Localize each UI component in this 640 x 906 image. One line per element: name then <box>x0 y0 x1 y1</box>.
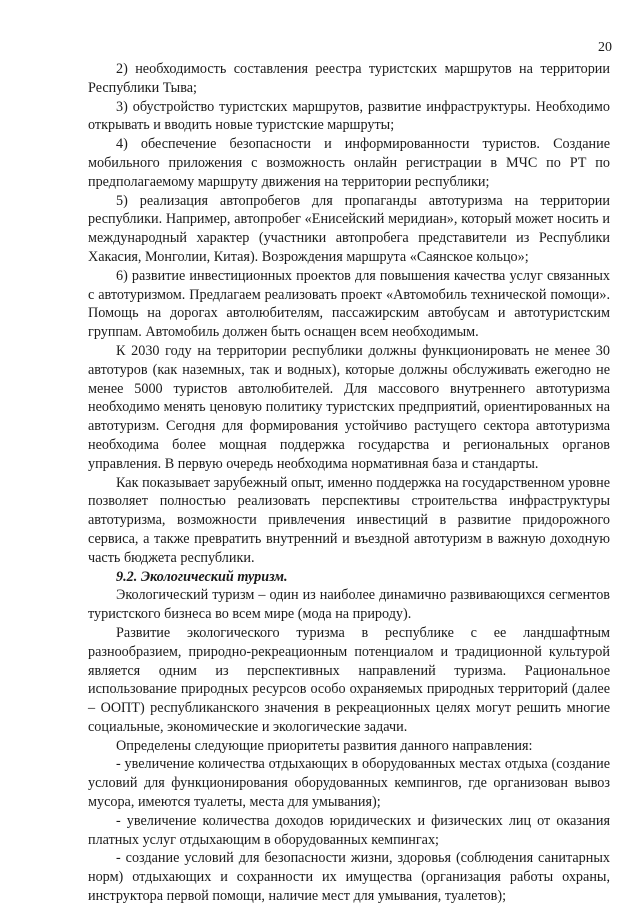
page-body <box>88 60 610 906</box>
paragraph-2030-goals: К 2030 году на территории республики должны функционировать не менее 30 автотуров (как наземных, так и водных), которые должны обслуживать ежегодно не менее 5000 туристов автолюбителей. Для массового внутреннего автотуризма необходимо менять ценовую политику туристских предприятий, ориентированных на автотуризм. Сегодня для формирования устойчиво растущего сектора автотуризма необходима более мощная поддержка государства и региональных органов управления. В первую очередь необходима нормативная база и стандарты. <box>88 342 610 472</box>
list-item-4: 4) обеспечение безопасности и информированности туристов. Создание мобильного приложения с возможность онлайн регистрации в МЧС по РТ по предполагаемому маршруту движения на территории республики; <box>88 136 610 190</box>
priority-item-3: - создание условий для безопасности жизни, здоровья (соблюдения санитарных норм) отдыхающих и сохранности их имущества (организация работы охраны, инструктора первой помощи, наличие мест для умывания, туалетов); <box>88 850 610 905</box>
list-item-6: 6) развитие инвестиционных проектов для повышения качества услуг связанных с автотуризмом. Предлагаем реализовать проект «Автомобиль технической помощи». Помощь на дорогах автолюбителям, пассажирским автобусам и автотуристским группам. Автомобиль должен быть оснащен всем необходимым. <box>88 267 610 341</box>
priority-item-1: - увеличение количества отдыхающих в оборудованных местах отдыха (создание условий для функционирования оборудованных кемпингов, где организован вывоз мусора, имеются туалеты, места для умывания); <box>88 756 610 811</box>
list-item-3: 3) обустройство туристских маршрутов, развитие инфраструктуры. Необходимо открывать и вводить новые туристские маршруты; <box>88 98 610 134</box>
paragraph-eco-development: Развитие экологического туризма в республике с ее ландшафтным разнообразием, природно-рекреационным потенциалом и традиционной культурой является одним из перспективных направлений туризма. Рациональное использование природных ресурсов особо охраняемых природных территорий (далее – ООПТ) республиканского значения в рекреационных целях могут решить многие социальные, экономические и экологические задачи. <box>88 624 610 735</box>
section-heading-eco-tourism: 9.2. Экологический туризм. <box>116 568 288 585</box>
list-item-5: 5) реализация автопробегов для пропаганды автотуризма на территории республики. Например, автопробег «Енисейский меридиан», который может носить и международный характер (участники автопробега представители из Республики Хакасия, Монголии, Китая). Возрождения маршрута «Саянское кольцо»; <box>88 192 610 265</box>
priority-item-2: - увеличение количества доходов юридических и физических лиц от оказания платных услуг отдыхающим в оборудованных кемпингах; <box>88 812 610 848</box>
list-item-2: 2) необходимость составления реестра туристских маршрутов на территории Республики Тыва; <box>88 61 610 96</box>
paragraph-foreign-experience: Как показывает зарубежный опыт, именно поддержка на государственном уровне позволяет полностью реализовать перспективы строительства инфраструктуры автотуризма, возможности привлечения инвестиций в развитие придорожного сервиса, а также превратить внутренний и въездной автотуризм в важную доходную часть бюджета республики. <box>88 474 610 566</box>
page-number: 20 <box>598 40 612 55</box>
paragraph-priorities-intro: Определены следующие приоритеты развития данного направления: <box>116 737 533 754</box>
paragraph-eco-intro: Экологический туризм – один из наиболее динамично развивающихся сегментов туристского бизнеса во всем мире (мода на природу). <box>88 587 610 623</box>
